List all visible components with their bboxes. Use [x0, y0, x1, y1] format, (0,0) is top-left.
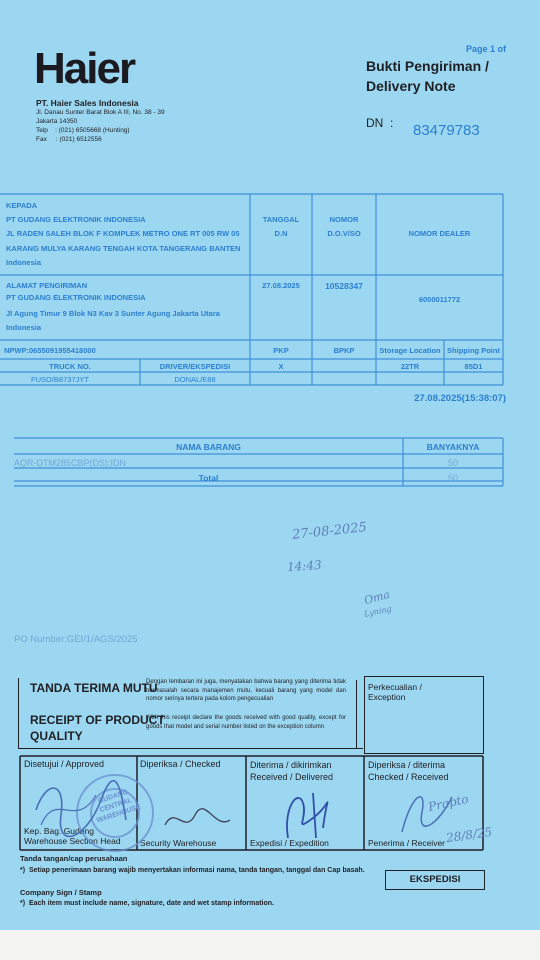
dealer-label: NOMOR DEALER: [408, 229, 471, 238]
total-value: 50: [447, 473, 458, 483]
truck-value: FUSO/B8737JYT: [31, 375, 89, 384]
tanggal-sub: D.N: [274, 229, 288, 238]
po-number: PO Number:GEI/1/AGS/2025: [14, 634, 138, 645]
receiver-date: 28/8/25: [445, 824, 494, 846]
haier-logo: Haier: [34, 44, 135, 93]
sig-received-footer: Penerima / Receiver: [368, 838, 446, 848]
note-en: *) Each item must include name, signature, date and wet stamp information.: [20, 900, 274, 907]
signature-approved: [26, 770, 136, 850]
company-telp: Telp : (021) 6505668 (Hunting): [36, 127, 130, 134]
nomor-value: 10528347: [325, 281, 363, 291]
page-number: Page 1 of: [465, 44, 506, 54]
kepada-address-2: KARANG MULYA KARANG TENGAH KOTA TANGERANG BANTEN: [6, 244, 241, 253]
alamat-address: Jl Agung Timur 9 Blok N3 Kav 3 Sunter Agung Jakarta Utara: [6, 309, 220, 318]
exception-label: Perkecualian / Exception: [368, 682, 422, 702]
bpkp-label: BPKP: [333, 346, 355, 355]
sig-checked-footer: Security Warehouse: [140, 838, 217, 848]
info-table-grid: [0, 0, 540, 420]
handwritten-date: 27-08-2025: [291, 520, 368, 543]
sig-approved-title: Disetujui / Approved: [24, 759, 105, 769]
item-row-qty: 50: [447, 458, 458, 468]
document-title-id: Bukti Pengiriman /: [366, 58, 489, 74]
sig-delivered-title: Diterima / dikirimkan Received / Delivered: [250, 760, 334, 782]
shipping-point-label: Shipping Point: [447, 346, 500, 355]
company-address-2: Jakarta 14350: [36, 118, 78, 125]
dn-number: 83479783: [413, 122, 480, 139]
receipt-text-en: With this receipt declare the goods received with good quality, except for goods that model and serial number listed on the exception column: [146, 715, 346, 730]
kepada-name: PT GUDANG ELEKTRONIK INDONESIA: [6, 215, 146, 224]
sig-received-title: Diperiksa / diterima Checked / Received: [368, 760, 449, 782]
truck-label: TRUCK NO.: [49, 362, 91, 371]
kepada-address-1: JL RADEN SALEH BLOK F KOMPLEK METRO ONE RT 005 RW 05: [6, 229, 240, 238]
item-qty-header: BANYAKNYA: [426, 442, 480, 452]
item-row-name: AQR-DTM285CBP(DS):IDN: [14, 458, 127, 468]
sign-label: Company Sign / Stamp: [20, 888, 102, 897]
item-name-header: NAMA BARANG: [176, 442, 241, 452]
nomor-label: NOMOR: [329, 215, 359, 224]
dn-label: DN :: [366, 116, 394, 130]
nomor-sub: D.O.V/SO: [327, 229, 361, 238]
stamp-label: Tanda tangan/cap perusahaan: [20, 854, 128, 863]
driver-label: DRIVER/EKSPEDISI: [159, 362, 231, 371]
tanggal-label: TANGGAL: [262, 215, 300, 224]
handwritten-note-2: Lyning: [363, 604, 393, 619]
receiver-name: Prapto: [426, 791, 470, 815]
kepada-label: KEPADA: [6, 201, 38, 210]
receipt-title-en-1: RECEIPT OF PRODUCT: [30, 713, 165, 727]
pkp-value: X: [278, 362, 284, 371]
company-address-1: Jl. Danau Sunter Barat Blok A III, No. 38 - 39: [36, 109, 165, 116]
pkp-label: PKP: [273, 346, 289, 355]
npwp: NPWP:0655091955418000: [4, 346, 96, 355]
company-fax: Fax : (021) 6512556: [36, 136, 102, 143]
driver-value: DONAL/E88: [174, 375, 216, 384]
kepada-country: Indonesia: [6, 258, 42, 267]
document-title-en: Delivery Note: [366, 78, 456, 94]
stamp-text: GUDANG CENTRAL WAREHOUSE: [95, 788, 142, 825]
dealer-value: 6000011772: [418, 295, 461, 304]
receipt-bracket-right: [350, 680, 357, 748]
shipping-value: 85D1: [464, 362, 483, 371]
storage-location-label: Storage Location: [379, 346, 441, 355]
alamat-name: PT GUDANG ELEKTRONIK INDONESIA: [6, 293, 146, 302]
note-id: *) Setiap penerimaan barang wajib menyertakan informasi nama, tanda tangan, tanggal dan Cap basah.: [20, 867, 365, 874]
signature-checked: [160, 795, 240, 845]
company-name: PT. Haier Sales Indonesia: [36, 98, 139, 108]
handwritten-note-1: Oma: [362, 587, 392, 608]
print-timestamp: 27.08.2025(15:38:07): [414, 393, 506, 404]
alamat-country: Indonesia: [6, 323, 42, 332]
receipt-text-id: Dengan lembaran ini juga, menyatakan bahwa barang yang diterima tidak bermasalah secara manajemen mutu, kecuali barang yang model dan nomor serinya tertera pada kolom pengecualian: [146, 679, 346, 702]
tanggal-value: 27.08.2025: [262, 281, 300, 290]
signature-delivered: [268, 778, 348, 848]
sig-delivered-footer: Expedisi / Expedition: [250, 838, 329, 848]
sig-checked-title: Diperiksa / Checked: [140, 759, 221, 769]
storage-value: 22TR: [400, 362, 420, 371]
alamat-label: ALAMAT PENGIRIMAN: [6, 281, 88, 290]
copy-label: EKSPEDISI: [409, 874, 461, 885]
sig-approved-footer: Kep. Bag. Gudang Warehouse Section Head: [24, 826, 121, 846]
receipt-title-id: TANDA TERIMA MUTU: [30, 681, 158, 695]
receipt-title-en-2: QUALITY: [30, 729, 83, 743]
handwritten-time: 14:43: [286, 557, 323, 575]
total-label: Total: [198, 473, 219, 483]
